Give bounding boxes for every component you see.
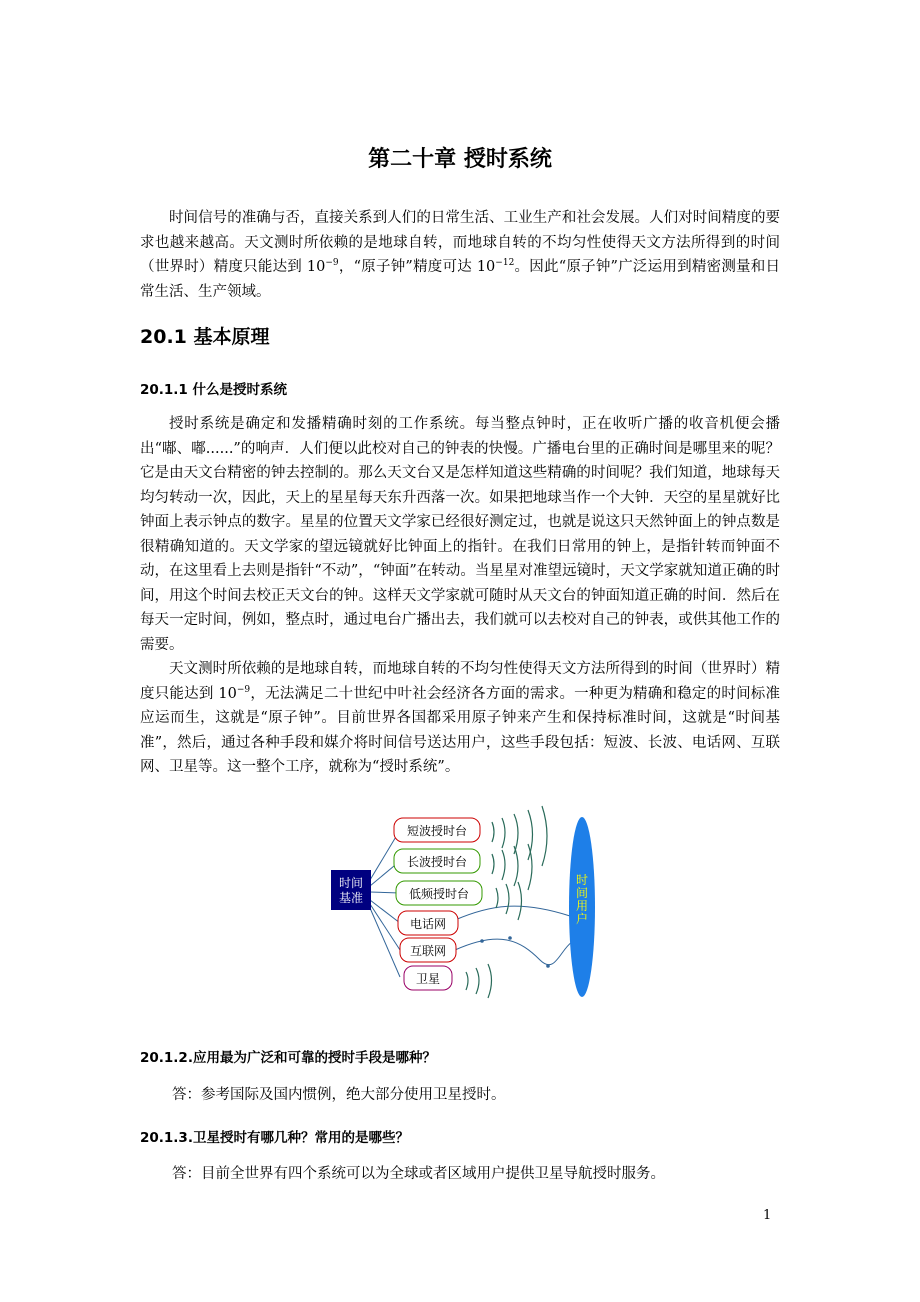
relay-node-2 (508, 936, 512, 940)
intro-exponent-2: −12 (495, 258, 515, 269)
answer-2: 答：参考国际及国内惯例，绝大部分使用卫星授时。 (172, 1087, 506, 1103)
channel-internet: 互联网 (409, 944, 447, 958)
channel-telephone: 电话网 (409, 917, 447, 931)
paragraph-2-exponent: −9 (236, 684, 251, 695)
paragraph-2-text-b: ，无法满足二十世纪中叶社会经济各方面的需求。一种更为精确和稳定的时间标准应运而生，这就是“原子钟”。目前世界各国都采用原子钟来产生和保持标准时间，这就是“时间基准”，然后，通过各种手段和媒介将时间信号送达用户，这些手段包括：短波、长波、电话网、互联网、卫星等。这一整个工序，就称为“授时系统”。 (140, 685, 781, 775)
page-number: 1 (763, 1208, 772, 1223)
subsection-heading-1: 20.1.1 什么是授时系统 (140, 382, 288, 398)
time-user-label: 时间用户 (575, 873, 589, 926)
intro-text-1: 时间信号的准确与否，直接关系到人们的日常生活、工业生产和社会发展。人们对时间精度的要求也越来越高。天文测时所依赖的是地球自转，而地球自转的不均匀性使得天文方法所得到的时间（世界时）精度只能达到 10 (140, 210, 780, 275)
timing-system-diagram (320, 800, 610, 1005)
channel-lowfreq: 低频授时台 (408, 887, 470, 901)
channel-satellite: 卫星 (415, 972, 441, 986)
paragraph-2 (140, 657, 780, 780)
chapter-title: 第二十章 授时系统 (368, 147, 552, 172)
channel-shortwave: 短波授时台 (406, 824, 468, 838)
relay-node-1 (480, 939, 484, 943)
subsection-heading-2: 20.1.2.应用最为广泛和可靠的授时手段是哪种？ (140, 1050, 436, 1066)
intro-text-3: 。因此“原子钟”广泛运用到精密测量和日常生活、生产领域。 (140, 259, 781, 300)
time-reference-label-1: 时间 (338, 876, 364, 890)
paragraph-1: 授时系统是确定和发播精确时刻的工作系统。每当整点钟时，正在收听广播的收音机便会播出“嘟、嘟......”的响声．人们便以此校对自己的钟表的快慢。广播电台里的正确时间是哪里来的呢？它是由天文台精密的钟去控制的。那么天文台又是怎样知道这些精确的时间呢？我们知道，地球每天均匀转动一次，因此，天上的星星每天东升西落一次。如果把地球当作一个大钟．天空的星星就好比钟面上表示钟点的数字。星星的位置天文学家已经很好测定过，也就是说这只天然钟面上的钟点数是很精确知道的。天文学家的望远镜就好比钟面上的指针。在我们日常用的钟上，是指针转而钟面不动，在这里看上去则是指针“不动”，“钟面”在转动。当星星对准望远镜时，天文学家就知道正确的时间，用这个时间去校正天文台的钟。这样天文学家就可随时从天文台的钟面知道正确的时间．然后在每天一定时间，例如，整点时，通过电台广播出去，我们就可以去校对自己的钟表，或供其他工作的需要。 (140, 416, 780, 653)
subsection-heading-3: 20.1.3.卫星授时有哪几种？常用的是哪些？ (140, 1130, 409, 1146)
section-heading: 20.1 基本原理 (140, 326, 270, 348)
intro-paragraph (140, 206, 780, 304)
relay-node-3 (546, 964, 550, 968)
intro-exponent-1: −9 (325, 258, 339, 269)
channel-longwave: 长波授时台 (406, 855, 468, 869)
paragraph-2-text-a: 天文测时所依赖的是地球自转，而地球自转的不均匀性使得天文方法所得到的时间（世界时）精度只能达到 10 (140, 661, 780, 702)
intro-text-2: ，“原子钟”精度可达 10 (338, 259, 496, 275)
answer-3: 答：目前全世界有四个系统可以为全球或者区域用户提供卫星导航授时服务。 (172, 1166, 665, 1182)
time-reference-label-2: 基准 (338, 891, 364, 905)
subsection-1-body (140, 412, 780, 780)
